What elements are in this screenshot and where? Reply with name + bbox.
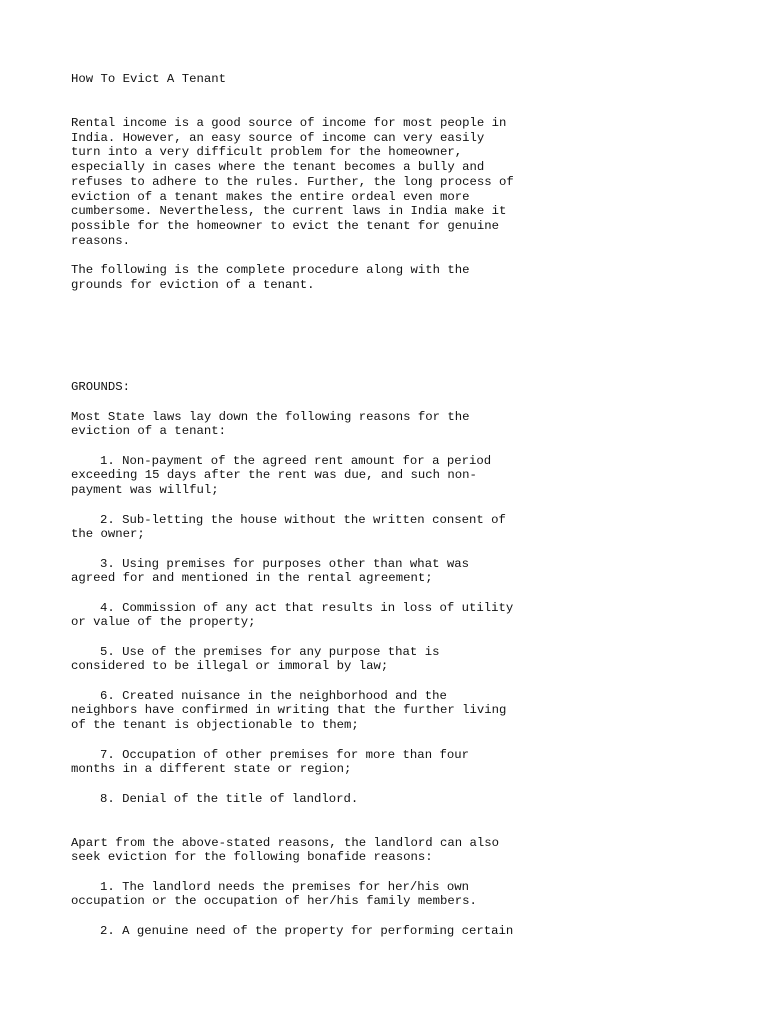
ground-item-6 [71, 689, 731, 733]
ground-line: of the tenant is objectionable to them; [71, 718, 359, 733]
intro-line: especially in cases where the tenant becomes a bully and [71, 160, 485, 175]
intro-line: eviction of a tenant makes the entire ordeal even more [71, 189, 470, 204]
bonafide-item-1 [71, 880, 731, 909]
ground-line: months in a different state or region; [71, 762, 352, 777]
grounds-intro-line: eviction of a tenant: [71, 424, 226, 439]
bonafide-item-2 [71, 924, 731, 939]
ground-line: or value of the property; [71, 615, 256, 630]
intro-line: India. However, an easy source of income can very easily [71, 130, 485, 145]
intro-line: refuses to adhere to the rules. Further, the long process of [71, 174, 514, 189]
ground-line: the owner; [71, 527, 145, 542]
grounds-intro-paragraph [71, 410, 731, 439]
ground-item-7 [71, 748, 731, 777]
ground-line: considered to be illegal or immoral by law; [71, 659, 389, 674]
ground-line: agreed for and mentioned in the rental agreement; [71, 571, 433, 586]
procedure-paragraph [71, 263, 731, 292]
ground-line: 5. Use of the premises for any purpose that is [100, 644, 440, 659]
ground-line: 3. Using premises for purposes other than what was [100, 556, 469, 571]
intro-line: Rental income is a good source of income for most people in [71, 116, 507, 131]
document-page [71, 72, 731, 938]
bonafide-intro-line: Apart from the above-stated reasons, the landlord can also [71, 835, 500, 850]
document-title: How To Evict A Tenant [71, 72, 226, 86]
intro-line: reasons. [71, 233, 131, 248]
bonafide-line: occupation or the occupation of her/his family members. [71, 894, 477, 909]
ground-line: 2. Sub-letting the house without the written consent of [100, 512, 506, 527]
ground-item-1 [71, 454, 731, 498]
bonafide-intro-paragraph [71, 836, 731, 865]
ground-item-8 [71, 792, 731, 807]
ground-item-4 [71, 601, 731, 630]
ground-line: 7. Occupation of other premises for more than four [100, 747, 469, 762]
intro-line: cumbersome. Nevertheless, the current laws in India make it [71, 204, 507, 219]
bonafide-line: 2. A genuine need of the property for performing certain [100, 923, 514, 938]
ground-item-2 [71, 513, 731, 542]
intro-paragraph [71, 116, 731, 248]
ground-item-5 [71, 645, 731, 674]
ground-line: neighbors have confirmed in writing that the further living [71, 703, 507, 718]
ground-item-3 [71, 557, 731, 586]
ground-line: 8. Denial of the title of landlord. [100, 791, 359, 806]
ground-line: payment was willful; [71, 483, 219, 498]
ground-line: exceeding 15 days after the rent was due, and such non- [71, 468, 477, 483]
grounds-heading: GROUNDS: [71, 380, 131, 395]
bonafide-intro-line: seek eviction for the following bonafide reasons: [71, 850, 433, 865]
bonafide-line: 1. The landlord needs the premises for her/his own [100, 879, 469, 894]
ground-line: 1. Non-payment of the agreed rent amount for a period [100, 453, 492, 468]
procedure-line: grounds for eviction of a tenant. [71, 277, 315, 292]
intro-line: turn into a very difficult problem for the homeowner, [71, 145, 463, 160]
grounds-intro-line: Most State laws lay down the following reasons for the [71, 409, 470, 424]
procedure-line: The following is the complete procedure along with the [71, 262, 470, 277]
ground-line: 4. Commission of any act that results in loss of utility [100, 600, 514, 615]
ground-line: 6. Created nuisance in the neighborhood and the [100, 688, 447, 703]
intro-line: possible for the homeowner to evict the tenant for genuine [71, 218, 500, 233]
